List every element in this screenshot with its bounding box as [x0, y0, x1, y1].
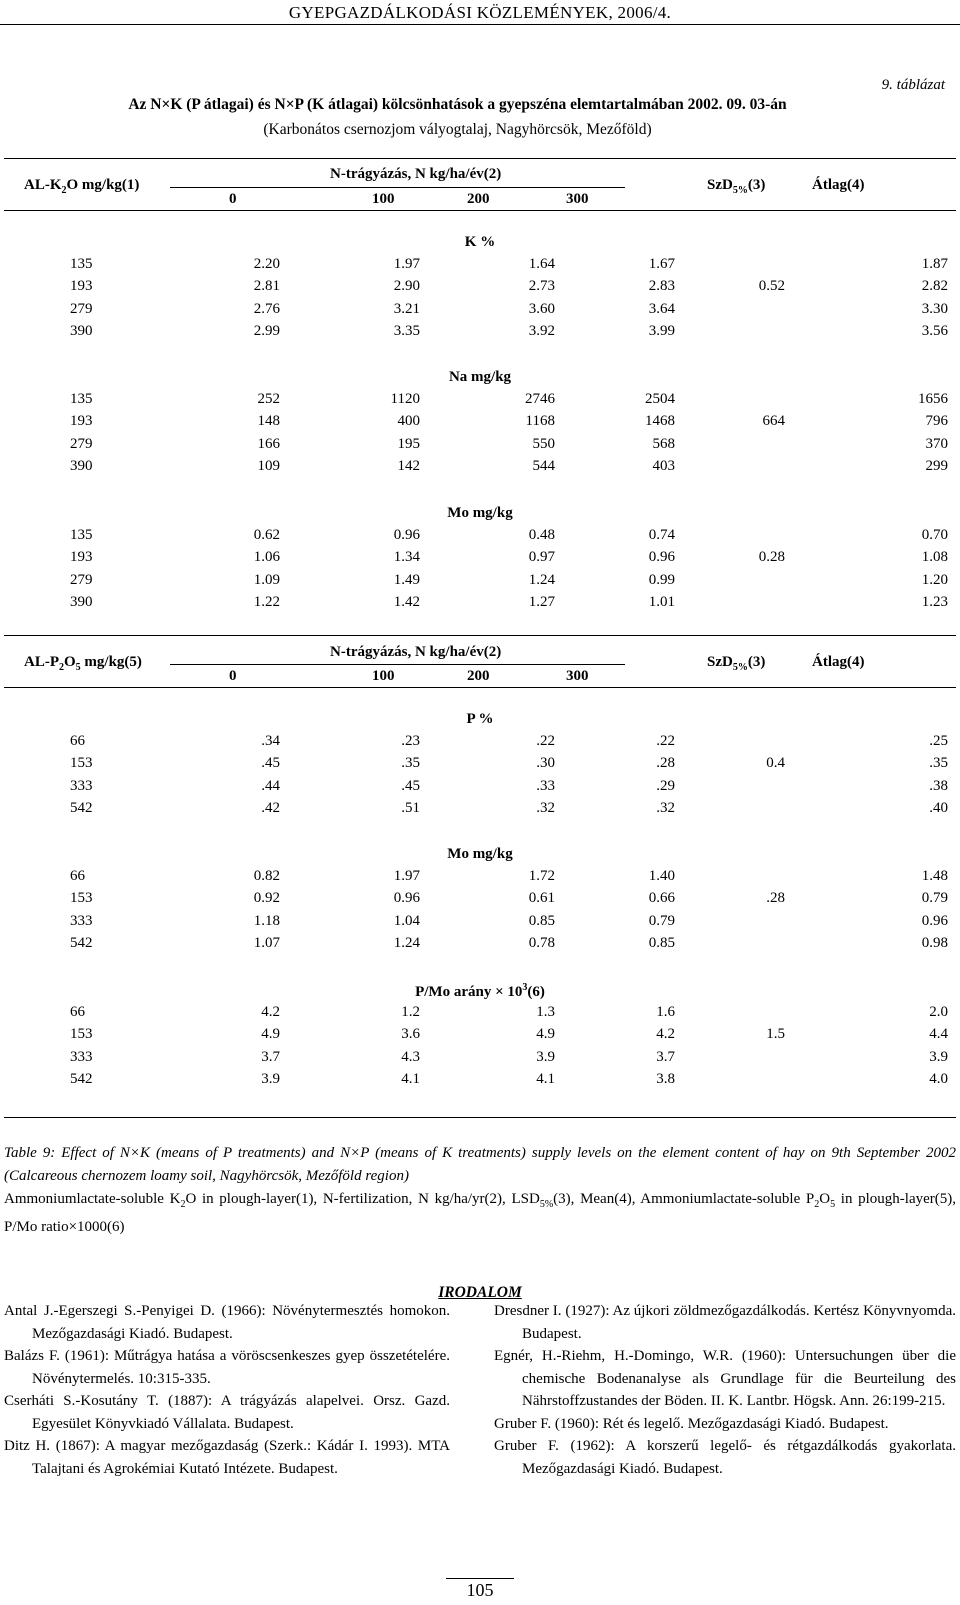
value-cell: 1.67	[648, 256, 675, 272]
value-cell: .32	[656, 799, 675, 816]
table-row	[0, 755, 960, 775]
value-cell: 1468	[645, 413, 675, 430]
lsd-cell: 0.28	[758, 549, 785, 566]
mean-cell: 1.87	[921, 256, 948, 272]
section-heading-sup: 3	[522, 982, 528, 993]
references-right-column	[494, 1300, 956, 1480]
mean-cell: 1.23	[921, 593, 948, 610]
value-cell: 1.27	[528, 593, 555, 610]
table-number: 9. táblázat	[881, 77, 945, 93]
mean-cell: 0.98	[921, 934, 948, 951]
nfert-underline	[170, 664, 625, 665]
row-label-cell: 542	[70, 1070, 93, 1087]
value-cell: 1.34	[393, 549, 420, 566]
value-cell: 1.18	[253, 912, 280, 929]
row-label-cell: 135	[70, 527, 93, 543]
page-number: 105	[466, 1580, 494, 1600]
value-cell: 2.81	[253, 278, 280, 295]
value-cell: 0.96	[393, 527, 420, 543]
page-number-rule	[446, 1578, 514, 1579]
reference-item: Cserháti S.-Kosutány T. (1887): A trágyázás alapelvei. Orsz. Gazd. Egyesület Könyvkiadó Vállalata. Budapest.	[4, 1393, 450, 1432]
value-cell: 4.9	[536, 1026, 555, 1043]
label-sub: 5	[75, 662, 81, 673]
table-row	[0, 436, 960, 456]
value-cell: 2504	[645, 391, 675, 407]
value-cell: 148	[257, 413, 280, 430]
legend-part: in plough-layer(5), P/Mo ratio×1000(6)	[4, 1191, 957, 1235]
value-cell: .32	[536, 799, 555, 816]
table-row	[0, 278, 960, 298]
lsd-cell: 664	[762, 413, 785, 430]
reference-item: Gruber F. (1960): Rét és legelő. Mezőgazdasági Kiadó. Budapest.	[494, 1415, 889, 1432]
legend-part: O in plough-layer(1), N-fertilization, N kg/ha/yr(2), LSD	[185, 1191, 540, 1207]
section-heading-part: (6)	[527, 984, 545, 1000]
mean-cell: .35	[929, 755, 948, 772]
value-cell: 1.01	[648, 593, 675, 610]
level-header: 200	[467, 668, 490, 684]
value-cell: .34	[261, 733, 280, 749]
table-row	[0, 1049, 960, 1069]
value-cell: 2.99	[253, 322, 280, 339]
value-cell: 4.2	[261, 1004, 280, 1020]
header-bottom-rule	[4, 687, 956, 688]
value-cell: 0.96	[393, 890, 420, 907]
value-cell: .22	[656, 733, 675, 749]
legend-sub: 2	[180, 1199, 186, 1210]
value-cell: 1.24	[393, 934, 420, 951]
value-cell: 1.07	[253, 934, 280, 951]
mean-cell: .25	[929, 733, 948, 749]
level-header: 300	[566, 191, 589, 207]
level-header: 0	[229, 668, 237, 684]
section-heading: K %	[464, 234, 496, 250]
value-cell: 252	[257, 391, 280, 407]
value-cell: 1.40	[648, 868, 675, 884]
value-cell: 1.42	[393, 593, 420, 610]
legend-part: (3), Mean(4), Ammoniumlactate-soluble P	[553, 1191, 815, 1207]
value-cell: 2.73	[528, 278, 555, 295]
row-label-cell: 279	[70, 300, 93, 317]
value-cell: 1.2	[401, 1004, 420, 1020]
value-cell: 1.04	[393, 912, 420, 929]
mean-cell: 4.4	[929, 1026, 948, 1043]
value-cell: 1.22	[253, 593, 280, 610]
mean-cell: 1.20	[921, 571, 948, 588]
value-cell: .45	[401, 777, 420, 794]
value-cell: 3.8	[656, 1070, 675, 1087]
legend-part: Ammoniumlactate-soluble K	[4, 1191, 181, 1207]
value-cell: .29	[656, 777, 675, 794]
value-cell: 550	[532, 435, 555, 452]
table-row	[0, 391, 960, 411]
value-cell: 3.6	[401, 1026, 420, 1043]
value-cell: 4.1	[401, 1070, 420, 1087]
value-cell: .23	[401, 733, 420, 749]
row-label-cell: 153	[70, 755, 93, 772]
mean-cell: 3.56	[921, 322, 948, 339]
legend-sub: 5	[830, 1199, 836, 1210]
value-cell: 3.7	[656, 1048, 675, 1065]
value-cell: 1.97	[393, 868, 420, 884]
value-cell: 1168	[525, 413, 555, 430]
value-cell: 2.76	[253, 300, 280, 317]
reference-item: Antal J.-Egerszegi S.-Penyigei D. (1966): Növénytermesztés homokon. Mezőgazdasági Kiadó. Budapest.	[4, 1303, 450, 1342]
value-cell: .51	[401, 799, 420, 816]
row-label-cell: 193	[70, 549, 93, 566]
reference-item: Gruber F. (1962): A korszerű legelő- és rétgazdálkodás gyakorlata. Mezőgazdasági Kiadó. Budapest.	[494, 1438, 956, 1477]
nfert-header: N-trágyázás, N kg/ha/év(2)	[330, 644, 502, 660]
value-cell: 0.78	[528, 934, 555, 951]
table-row	[0, 935, 960, 955]
row-label-cell: 333	[70, 777, 93, 794]
caption-english-title: Table 9: Effect of N×K (means of P treatments) and N×P (means of K treatments) supply levels on the element content of hay on 9th September 2002 (Calcareous chernozem loamy soil, Nagyhörcsök, Mezőföld region)	[4, 1145, 956, 1184]
table-row	[0, 1004, 960, 1024]
value-cell: 0.97	[528, 549, 555, 566]
table-title-text: Az N×K (P átlagai) és N×P (K átlagai) kölcsönhatások a gyepszéna elemtartalmában 2002. 09. 03-án	[128, 96, 787, 113]
value-cell: 0.66	[648, 890, 675, 907]
mean-cell: 0.79	[921, 890, 948, 907]
value-cell: 1.97	[393, 256, 420, 272]
references-heading: IRODALOM	[438, 1284, 522, 1301]
value-cell: 0.82	[253, 868, 280, 884]
label-sub: 2	[61, 185, 67, 196]
value-cell: 2.20	[253, 256, 280, 272]
section-heading: P %	[466, 711, 494, 727]
mean-cell: 3.9	[929, 1048, 948, 1065]
value-cell: 0.85	[528, 912, 555, 929]
value-cell: 0.92	[253, 890, 280, 907]
mean-cell: 4.0	[929, 1070, 948, 1087]
value-cell: 2.83	[648, 278, 675, 295]
value-cell: 142	[397, 457, 420, 474]
row-label-cell: 66	[70, 733, 85, 749]
row-label-cell: 66	[70, 1004, 85, 1020]
level-header: 100	[372, 191, 395, 207]
lsd-cell: 0.52	[758, 278, 785, 295]
value-cell: .22	[536, 733, 555, 749]
section-heading: Mo mg/kg	[447, 846, 513, 862]
label-part: O mg/kg(1)	[66, 177, 140, 193]
value-cell: 0.48	[528, 527, 555, 543]
row-label-cell: 542	[70, 934, 93, 951]
reference-item: Ditz H. (1867): A magyar mezőgazdaság (Szerk.: Kádár I. 1993). MTA Talajtani és Agrokémiai Kutató Intézete. Budapest.	[4, 1438, 450, 1477]
table-title	[0, 96, 960, 114]
table-row	[0, 458, 960, 478]
value-cell: 0.99	[648, 571, 675, 588]
szd-part: SzD	[707, 654, 733, 670]
table-row	[0, 868, 960, 888]
value-cell: 0.61	[528, 890, 555, 907]
legend-sub: 2	[814, 1199, 820, 1210]
value-cell: 2746	[525, 391, 555, 407]
value-cell: 3.7	[261, 1048, 280, 1065]
label-part: mg/kg(5)	[80, 654, 142, 670]
value-cell: .28	[656, 755, 675, 772]
row-label-cell: 542	[70, 799, 93, 816]
table-row	[0, 572, 960, 592]
value-cell: 1.3	[536, 1004, 555, 1020]
value-cell: 1.6	[656, 1004, 675, 1020]
references-left-column	[4, 1300, 450, 1480]
mean-cell: .40	[929, 799, 948, 816]
value-cell: 4.2	[656, 1026, 675, 1043]
value-cell: 3.35	[393, 322, 420, 339]
value-cell: 166	[257, 435, 280, 452]
value-cell: 1.72	[528, 868, 555, 884]
mean-cell: .38	[929, 777, 948, 794]
section-heading-part: P/Mo arány × 10	[415, 984, 523, 1000]
lsd-cell: 0.4	[766, 755, 785, 772]
label-part: AL-K	[24, 177, 62, 193]
reference-item: Dresdner I. (1927): Az újkori zöldmezőgazdálkodás. Kertész Könyvnyomda. Budapest.	[494, 1303, 956, 1342]
level-header: 200	[467, 191, 490, 207]
value-cell: 4.1	[536, 1070, 555, 1087]
label-part: O	[64, 654, 76, 670]
value-cell: 0.74	[648, 527, 675, 543]
mean-cell: 3.30	[921, 300, 948, 317]
value-cell: 1.09	[253, 571, 280, 588]
header-divider	[0, 24, 960, 25]
row-label-cell: 135	[70, 391, 93, 407]
table-row	[0, 778, 960, 798]
value-cell: 3.9	[261, 1070, 280, 1087]
table-top-rule	[4, 158, 956, 159]
table-row	[0, 913, 960, 933]
table-bottom-rule	[4, 1117, 956, 1118]
szd-header	[707, 177, 765, 196]
table-row	[0, 733, 960, 753]
table-row	[0, 413, 960, 433]
row-label-cell: 153	[70, 890, 93, 907]
value-cell: 1.64	[528, 256, 555, 272]
value-cell: 4.9	[261, 1026, 280, 1043]
table-row	[0, 549, 960, 569]
mean-cell: 0.70	[921, 527, 948, 543]
value-cell: .44	[261, 777, 280, 794]
table-row	[0, 1071, 960, 1091]
value-cell: 0.79	[648, 912, 675, 929]
value-cell: .30	[536, 755, 555, 772]
mean-cell: 1.48	[921, 868, 948, 884]
table-row	[0, 256, 960, 276]
legend-part: O	[819, 1191, 831, 1207]
value-cell: 3.9	[536, 1048, 555, 1065]
caption-legend	[4, 1191, 956, 1235]
value-cell: 3.60	[528, 300, 555, 317]
section-heading: Na mg/kg	[448, 369, 512, 385]
value-cell: 1.06	[253, 549, 280, 566]
row-label-cell: 333	[70, 1048, 93, 1065]
szd-part: (3)	[747, 177, 766, 193]
value-cell: 568	[652, 435, 675, 452]
journal-header: GYEPGAZDÁLKODÁSI KÖZLEMÉNYEK, 2006/4.	[288, 3, 672, 22]
nfert-underline	[170, 187, 625, 188]
level-header: 300	[566, 668, 589, 684]
legend-sub: 5%	[539, 1199, 554, 1210]
value-cell: .35	[401, 755, 420, 772]
p2o5-row-label	[24, 654, 142, 673]
row-label-cell: 390	[70, 322, 93, 339]
szd-part: (3)	[747, 654, 766, 670]
szd-sub: 5%	[732, 185, 748, 196]
row-label-cell: 390	[70, 457, 93, 474]
table-caption	[4, 1142, 956, 1239]
mean-header: Átlag(4)	[812, 654, 865, 670]
nfert-header: N-trágyázás, N kg/ha/év(2)	[330, 166, 502, 182]
mean-cell: 370	[925, 435, 948, 452]
table2-top-rule	[4, 635, 956, 636]
value-cell: 2.90	[393, 278, 420, 295]
table-row	[0, 594, 960, 614]
table-subtitle-text: (Karbonátos csernozjom vályogtalaj, Nagyhörcsök, Mezőföld)	[263, 121, 652, 138]
value-cell: 4.3	[401, 1048, 420, 1065]
value-cell: 109	[257, 457, 280, 474]
value-cell: 1.49	[393, 571, 420, 588]
lsd-cell: .28	[766, 890, 785, 907]
value-cell: 3.92	[528, 322, 555, 339]
value-cell: .42	[261, 799, 280, 816]
row-label-cell: 193	[70, 278, 93, 295]
value-cell: .45	[261, 755, 280, 772]
header-bottom-rule	[4, 210, 956, 211]
table-row	[0, 527, 960, 547]
row-label-cell: 135	[70, 256, 93, 272]
section-heading	[0, 982, 960, 1001]
mean-cell: 2.82	[921, 278, 948, 295]
szd-part: SzD	[707, 177, 733, 193]
lsd-cell: 1.5	[766, 1026, 785, 1043]
mean-cell: 2.0	[929, 1004, 948, 1020]
szd-header	[707, 654, 765, 673]
table-row	[0, 301, 960, 321]
table-row	[0, 800, 960, 820]
value-cell: 1120	[390, 391, 420, 407]
row-label-cell: 279	[70, 571, 93, 588]
mean-cell: 1.08	[921, 549, 948, 566]
table-row	[0, 1026, 960, 1046]
value-cell: 544	[532, 457, 555, 474]
value-cell: 3.64	[648, 300, 675, 317]
row-label-cell: 193	[70, 413, 93, 430]
label-sub: 2	[59, 662, 64, 673]
mean-cell: 1656	[918, 391, 948, 407]
mean-header: Átlag(4)	[812, 177, 865, 193]
level-header: 100	[372, 668, 395, 684]
label-part: AL-P	[24, 654, 59, 670]
section-heading: Mo mg/kg	[447, 505, 513, 521]
row-label-cell: 390	[70, 593, 93, 610]
mean-cell: 796	[925, 413, 948, 430]
table-row	[0, 890, 960, 910]
szd-sub: 5%	[732, 662, 748, 673]
value-cell: 195	[397, 435, 420, 452]
row-label-cell: 279	[70, 435, 93, 452]
k2o-row-label	[24, 177, 139, 196]
value-cell: 0.62	[253, 527, 280, 543]
row-label-cell: 66	[70, 868, 85, 884]
mean-cell: 0.96	[921, 912, 948, 929]
row-label-cell: 153	[70, 1026, 93, 1043]
level-header: 0	[229, 191, 237, 207]
table-subtitle	[0, 121, 960, 139]
value-cell: 3.99	[648, 322, 675, 339]
value-cell: 0.85	[648, 934, 675, 951]
reference-item: Egnér, H.-Riehm, H.-Domingo, W.R. (1960): Untersuchungen über die chemische Bodenanalyse als Grundlage für die Beurteilung des Nährstoffzustandes der Böden. II. K. Lantbr. Högsk. Ann. 26:199-215.	[494, 1348, 956, 1409]
row-label-cell: 333	[70, 912, 93, 929]
table-row	[0, 323, 960, 343]
value-cell: 3.21	[393, 300, 420, 317]
reference-item: Balázs F. (1961): Műtrágya hatása a vöröscsenkeszes gyep összetételére. Növénytermelés. 10:315-335.	[4, 1348, 450, 1387]
value-cell: 400	[397, 413, 420, 430]
value-cell: 403	[652, 457, 675, 474]
value-cell: 0.96	[648, 549, 675, 566]
value-cell: .33	[536, 777, 555, 794]
value-cell: 1.24	[528, 571, 555, 588]
mean-cell: 299	[925, 457, 948, 474]
